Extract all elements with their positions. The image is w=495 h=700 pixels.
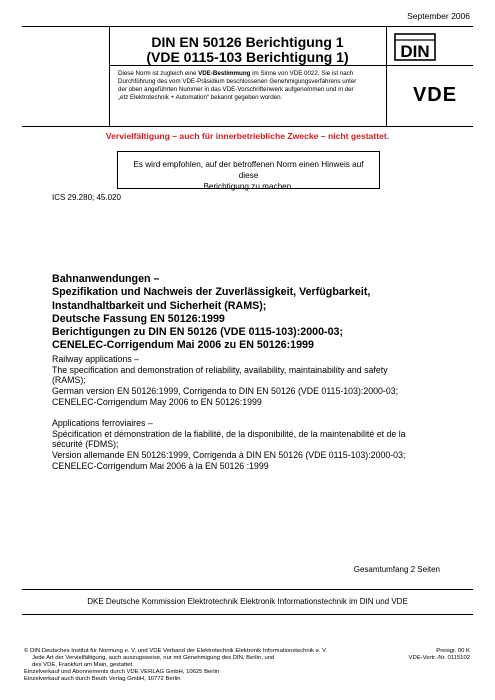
dke-top-rule bbox=[22, 589, 473, 590]
vde-note-line-2: Durchführung des vom VDE-Präsidium beschlossenen Genehmigungsverfahrens unter bbox=[118, 78, 357, 85]
header-right-divider bbox=[386, 26, 387, 127]
din-logo-text: DIN bbox=[400, 42, 430, 61]
document-number: DIN EN 50126 Berichtigung 1 bbox=[151, 34, 344, 50]
vde-note-line-1: Diese Norm ist zugleich eine VDE-Bestimmung im Sinne von VDE 0022. Sie ist nach bbox=[118, 70, 354, 77]
vde-note-line-3: der oben angeführten Nummer in das VDE-Vorschriftenwerk aufgenommen und in der bbox=[118, 86, 354, 93]
header-left-divider bbox=[109, 26, 110, 127]
vde-number: (VDE 0115-103 Berichtigung 1) bbox=[146, 49, 349, 65]
header-bottom-rule bbox=[22, 126, 473, 127]
french-title: Applications ferroviaires – Spécification et démonstration de la fiabilité, de la disponibilité, de la maintenabilité et de la sécurité (FDMS); Version allemande EN 50126:1999, Corrigenda à DIN EN 50126 (VDE 0115-103):2000-03; CENELEC-Corrigendum Mai 2006 à la EN 50126 :1999 bbox=[52, 418, 406, 471]
header-top-rule bbox=[22, 26, 473, 27]
publication-date: September 2006 bbox=[407, 11, 470, 21]
ics-code: ICS 29.280; 45.020 bbox=[52, 193, 121, 202]
vde-logo-text: VDE bbox=[412, 85, 458, 103]
german-title: Bahnanwendungen – Spezifikation und Nachweis der Zuverlässigkeit, Verfügbarkeit, Instandhaltbarkeit und Sicherheit (RAMS); Deutsche Fassung EN 50126:1999 Berichtigungen zu DIN EN 50126 (VDE 0115-103):2000-03; CENELEC-Corrigendum Mai 2006 zu EN 50126:1999 bbox=[52, 273, 371, 352]
page-count: Gesamtumfang 2 Seiten bbox=[353, 565, 440, 574]
copy-warning: Vervielfältigung – auch für innerbetriebliche Zwecke – nicht gestattet. bbox=[105, 131, 390, 141]
english-title: Railway applications – The specification and demonstration of reliability, availability, maintainability and safety (RAMS); German version EN 50126:1999, Corrigenda to DIN EN 50126 (VDE 0115-103):2000-03; CENELEC-Corrigendum May 2006 to EN 50126:1999 bbox=[52, 354, 399, 407]
din-logo bbox=[394, 33, 436, 61]
dke-line: DKE Deutsche Kommission Elektrotechnik Elektronik Informationstechnik im DIN und VDE bbox=[87, 597, 408, 606]
vde-logo bbox=[395, 85, 475, 103]
dke-bottom-rule bbox=[22, 614, 473, 615]
header-middle-rule bbox=[109, 65, 473, 66]
price-group: Preisgr. 00 K VDE-Vertr.-Nr. 0115102 bbox=[408, 648, 470, 661]
copyright-footer: © DIN Deutsches Institut für Normung e. V. und VDE Verband der Elektrotechnik Elektronik Informationstechnik e. V. Jede Art der Vervielfältigung, auch auszugsweise, nur mit Genehmigung des DIN, Berlin, und des VDE, Frankfurt am Main, gestattet. Einzelverkauf und Abonnements durch VDE VERLAG GmbH, 10625 Berlin Einzelverkauf auch durch Beuth Verlag GmbH, 10772 Berlin bbox=[24, 648, 328, 682]
vde-note-line-4: „etz Elektrotechnik + Automation“ bekannt gegeben worden. bbox=[118, 94, 283, 101]
vde-note bbox=[118, 70, 380, 102]
recommendation-text: Es wird empfohlen, auf der betroffenen Norm einen Hinweis auf diese Berichtigung zu machen. bbox=[133, 160, 364, 191]
